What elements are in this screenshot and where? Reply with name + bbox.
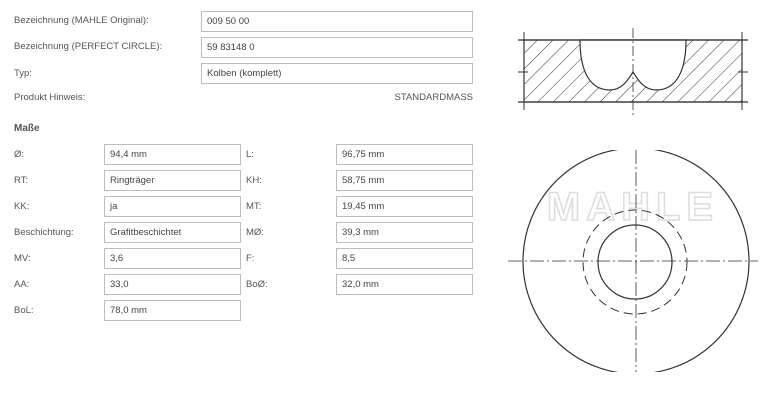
- perfect-circle-label: Bezeichnung (PERFECT CIRCLE):: [14, 41, 163, 52]
- mv-label: MV:: [14, 253, 31, 264]
- l-label: L:: [246, 149, 254, 160]
- kh-label: KH:: [246, 175, 262, 186]
- bodia-label: BoØ:: [246, 279, 268, 290]
- beschichtung-field[interactable]: Grafitbeschichtet: [104, 222, 241, 243]
- bodia-field[interactable]: 32,0 mm: [336, 274, 473, 295]
- typ-label: Typ:: [14, 68, 32, 79]
- masse-heading: Maße: [14, 123, 40, 134]
- bowl-inner-circle: [598, 225, 672, 299]
- bol-label: BoL:: [14, 305, 34, 316]
- mahle-original-field[interactable]: 009 50 00: [201, 11, 473, 32]
- mahle-watermark: MAHLE: [546, 185, 720, 229]
- perfect-circle-field[interactable]: 59 83148 0: [201, 37, 473, 58]
- dia-field[interactable]: 94,4 mm: [104, 144, 241, 165]
- hinweis-label: Produkt Hinweis:: [14, 92, 86, 103]
- typ-field[interactable]: Kolben (komplett): [201, 63, 473, 84]
- beschichtung-label: Beschichtung:: [14, 227, 74, 238]
- aa-field[interactable]: 33,0: [104, 274, 241, 295]
- mdia-label: MØ:: [246, 227, 264, 238]
- mahle-original-label: Bezeichnung (MAHLE Original):: [14, 15, 149, 26]
- piston-top-view-drawing: [508, 150, 758, 372]
- kk-field[interactable]: ja: [104, 196, 241, 217]
- rt-label: RT:: [14, 175, 29, 186]
- mv-field[interactable]: 3,6: [104, 248, 241, 269]
- kh-field[interactable]: 58,75 mm: [336, 170, 473, 191]
- kk-label: KK:: [14, 201, 30, 212]
- aa-label: AA:: [14, 279, 30, 290]
- l-field[interactable]: 96,75 mm: [336, 144, 473, 165]
- dia-label: Ø:: [14, 149, 25, 160]
- mt-label: MT:: [246, 201, 262, 212]
- piston-section-drawing: [518, 28, 748, 118]
- bol-field[interactable]: 78,0 mm: [104, 300, 241, 321]
- mdia-field[interactable]: 39,3 mm: [336, 222, 473, 243]
- f-label: F:: [246, 253, 255, 264]
- f-field[interactable]: 8,5: [336, 248, 473, 269]
- hinweis-value: STANDARDMASS: [394, 92, 473, 103]
- rt-field[interactable]: Ringträger: [104, 170, 241, 191]
- mt-field[interactable]: 19,45 mm: [336, 196, 473, 217]
